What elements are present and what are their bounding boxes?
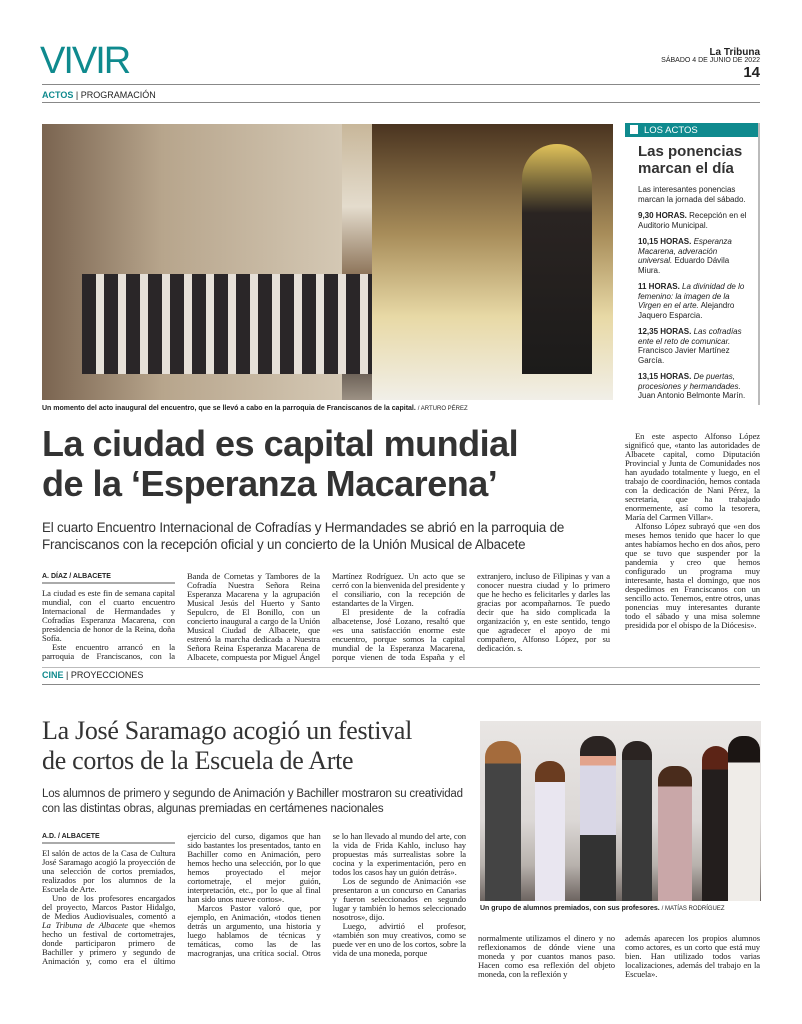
section-rule (42, 667, 760, 668)
schedule-list (638, 211, 753, 401)
page-number: 14 (743, 64, 760, 81)
sidebar-title: Las ponencias marcan el día (638, 143, 743, 177)
breadcrumb-rule (42, 684, 760, 685)
los-actos-sidebar (625, 123, 760, 405)
breadcrumb-rule (42, 102, 760, 103)
second-headline: La José Saramago acogió un festival de cortos de la Escuela de Arte (42, 716, 412, 775)
schedule-item: 10,15 HORAS. Esperanza Macarena, adveración universal. Eduardo Dávila Miura. (638, 237, 732, 275)
second-article-body: A.D. / ALBACETE El salón de actos de la Casa de Cultura José Saramago acogió la proyección de una selección de cortos premiados, realizados por los alumnos de la Escuela de Arte. Uno de los profesores encargados del proyecto, Marcos Pastor Hidalgo, de Medios Audiovisuales, comentó a La Tribuna de Albacete que «hemos hecho un festival de cortometrajes, donde participaron primero de Bachiller y primero y segundo de Animación y, como era el último ejercicio del curso, digamos que han sido bastantes los presentados, tanto en Bachiller como en Animación, pero hemos hecho una selección, por lo que hemos proyectado el mejor cortometraje, el mejor guión, interpretación, etc., por lo que al final han sido unos nueve cortos». Marcos Pastor valoró que, por ejemplo, en Animación, «todos tienen detrás un argumento, una historia y luego hablamos de técnicas y temáticas, como las de las macrogranjas, una crítica social. Otros se lo han llevado al mundo del arte, con la vida de Frida Kahlo, incluso hay propuestas más surrealistas sobre la cocina y la experimentación, pero en todos los casos hay un guión detrás». Los de segundo de Animación «se presentaron a un concurso en Canarias y fueron seleccionados en segundo lugar y también lo hemos seleccionado nosotros», dijo. Luego, advirtió el profesor, «también son muy creativos, como se puede ver en uno de los cortos, sobre la vida de una moneda, porque (42, 831, 466, 966)
kicker: ACTOS (42, 90, 74, 100)
second-article-body-cont: normalmente utilizamos el dinero y no reflexionamos de dónde viene una moneda y por cuantos manos paso. Hacen como esa reflexión del objeto moneda, con la reflexión y (478, 933, 615, 979)
photo-caption: Un momento del acto inaugural del encuentro, que se llevó a cabo en la parroquia de Franciscanos de la capital. / ARTURO PÉREZ (42, 405, 468, 412)
main-deck: El cuarto Encuentro Internacional de Cofradías y Hermandades se abrió en la parroquia de Franciscanos con la recepción oficial y un concierto de la Unión Musical de Albacete (42, 520, 565, 552)
students-photo (480, 721, 761, 901)
document-icon (630, 125, 638, 134)
header-rule (42, 84, 760, 85)
newspaper-name: La Tribuna (709, 47, 760, 58)
schedule-item: 12,35 HORAS. Las cofradías ente el reto de comunicar. Francisco Javier Martínez García. (638, 327, 742, 365)
main-article-body-cont: En este aspecto Alfonso López significó que, «tanto las autoridades de Albacete capital, como Diputación Provincial y Junta de Comunidades nos han ayudado totalmente y luego, en el trabajo de coordinación, hemos contada con la dedicación de Nani Pérez, la secretaria, que ha trabajado enormemente, así como la tesorera, María del Carmen Villar». Alfonso López subrayó que «en dos meses hemos tenido que hacer lo que antes habíamos hecho en dos años, pero que se tuvo que suspender por la pandemia y creo que hemos configurado un programa muy interesante, hasta el domingo, que nos despedimos en Franciscanos con un sencillo acto. Tenemos, entre otros, unas ponencias muy interesantes durante todo el sábado y una misa solemne presidida por el obispo de la Diócesis». (625, 431, 760, 630)
main-article-body: A. DÍAZ / ALBACETE La ciudad es este fin de semana capital mundial, con el cuarto encuentro Internacional de Hermandades y Cofradías Esperanza Macarena, con presidencia de honor de la Reina, doña Sofía. Este encuentro arrancó en la parroquia de Franciscanos, con la Banda de Cornetas y Tambores de la Cofradía Nuestra Señora Reina Esperanza Macarena y la agrupación Musical Jesús del Huerto y Santo Sepulcro, de El Bonillo, con un concierto inaugural a cargo de la Unión Musical Ciudad de Albacete, que estrenó la marcha dedicada a Nuestra Señora Reina Esperanza Macarena de Albacete, compuesta por Miguel Ángel Martínez Rodríguez. Un acto que se cerró con la bienvenida del presidente y el consiliario, con la recepción de estandartes de la Virgen. El presidente de la cofradía albacetense, José Lozano, resaltó que «es una satisfacción enorme este encuentro, porque somos la capital mundial de la Esperanza Macarena, porque vienen de toda España y el extranjero, incluso de Filipinas y van a conocer nuestra ciudad y lo primero que he hecho es felicitarles y darles las gracias por acompañarnos. Te puedo decir que ha sido complicada la organización y, en este sentido, tengo que agradecer el apoyo de mi compañero, Alfonso López, por su dedicación. s. (42, 571, 610, 662)
sidebar-tag: LOS ACTOS (625, 123, 758, 137)
section-breadcrumb: ACTOS | PROGRAMACIÓN (42, 90, 156, 100)
kicker: CINE (42, 670, 64, 680)
church-photo (42, 124, 613, 400)
issue-date: SÁBADO 4 DE JUNIO DE 2022 (661, 57, 760, 64)
section-breadcrumb-cine: CINE | PROYECCIONES (42, 670, 144, 680)
subsection: PROYECCIONES (70, 670, 144, 680)
schedule-item: 11 HORAS. La divinidad de lo femenino: la imagen de la Virgen en el arte. Alejandro Jaquero Esparcia. (638, 282, 745, 320)
sidebar-intro: Las interesantes ponencias marcan la jornada del sábado. (638, 185, 746, 204)
second-article-body-end: además aparecen los propios alumnos como actores, es un corto que está muy bien. Han utilizado todos varias localizaciones, además del trabajo en la Escuela». (625, 933, 760, 979)
students-photo-caption: Un grupo de alumnos premiados, con sus profesores. / MATÍAS RODRÍGUEZ (480, 905, 725, 912)
byline: A.D. / ALBACETE (42, 832, 175, 844)
second-deck: Los alumnos de primero y segundo de Animación y Bachiller mostraron su creatividad con las distintas obras, algunas premiadas en certámenes nacionales (42, 788, 463, 815)
photo-credit: / MATÍAS RODRÍGUEZ (661, 906, 725, 912)
section-title: VIVIR (40, 40, 130, 82)
schedule-item: 9,30 HORAS. Recepción en el Auditorio Municipal. (638, 211, 747, 230)
main-headline: La ciudad es capital mundial de la ‘Esperanza Macarena’ (42, 423, 519, 504)
byline: A. DÍAZ / ALBACETE (42, 572, 175, 584)
photo-credit: / ARTURO PÉREZ (417, 406, 468, 412)
subsection: PROGRAMACIÓN (80, 90, 156, 100)
schedule-item: 13,15 HORAS. De puertas, procesiones y hermandades. Juan Antonio Belmonte Marín. (638, 372, 746, 400)
